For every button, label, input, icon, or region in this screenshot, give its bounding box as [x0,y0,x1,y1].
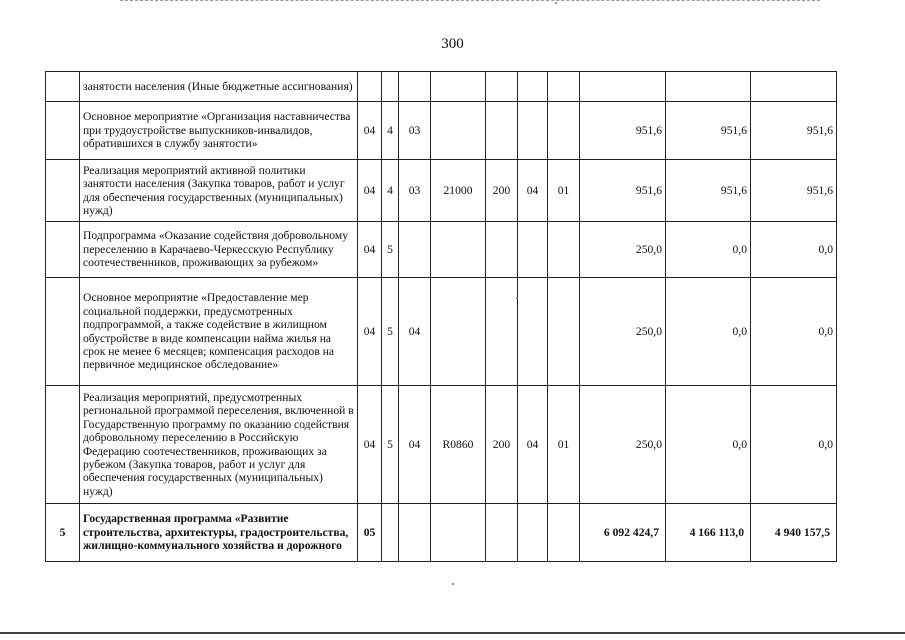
item-name-cell: Государственная программа «Развитие строительства, архитектуры, градостроительства, жилищно-коммунального хозяйства и дорожного [80,504,358,562]
amount-year-2-cell: 0,0 [666,278,751,386]
scan-speck [516,297,518,299]
page-number: 300 [441,36,464,52]
amount-year-1-cell: 951,6 [580,160,666,222]
direction-code-cell [431,278,486,386]
direction-code-cell: R0860 [431,386,486,504]
subprogram-code-cell [382,72,399,102]
amount-year-2-cell: 4 166 113,0 [666,504,751,562]
expense-type-code-cell [486,504,518,562]
amount-year-1-cell: 250,0 [580,278,666,386]
measure-code-cell: 03 [399,160,431,222]
subsection-code-cell: 01 [548,160,580,222]
subprogram-code-cell [382,504,399,562]
subsection-code-cell [548,222,580,278]
expense-type-code-cell [486,222,518,278]
table-row [46,504,837,562]
measure-code-cell: 04 [399,278,431,386]
amount-year-1-cell [580,72,666,102]
measure-code-cell: 04 [399,386,431,504]
subprogram-code-cell: 5 [382,278,399,386]
program-code-cell: 04 [358,222,382,278]
section-code-cell [518,504,548,562]
amount-year-3-cell: 0,0 [751,278,837,386]
table-row [46,278,837,386]
direction-code-cell [431,504,486,562]
amount-year-3-cell: 0,0 [751,222,837,278]
measure-code-cell [399,72,431,102]
amount-year-3-cell [751,72,837,102]
measure-code-cell [399,222,431,278]
item-name-cell: Основное мероприятие «Предоставление мер социальной поддержки, предусмотренных подпрограммой, а также содействие в жилищном обустройстве в виде компенсации найма жилья на срок не менее 6 месяцев; компенсация расходов на первичное медицинское обследование» [80,278,358,386]
direction-code-cell [431,72,486,102]
budget-table [45,71,837,562]
program-code-cell: 04 [358,160,382,222]
program-code-cell: 04 [358,102,382,160]
section-code-cell: 04 [518,386,548,504]
measure-code-cell [399,504,431,562]
program-code-cell [358,72,382,102]
amount-year-2-cell: 951,6 [666,102,751,160]
direction-code-cell [431,222,486,278]
amount-year-3-cell: 951,6 [751,102,837,160]
item-name-cell: Реализация мероприятий активной политики занятости населения (Закупка товаров, работ и услуг для обеспечения государственных (муниципальных) нужд) [80,160,358,222]
expense-type-code-cell: 200 [486,386,518,504]
table-row [46,102,837,160]
table-row [46,160,837,222]
subsection-code-cell [548,504,580,562]
amount-year-3-cell: 4 940 157,5 [751,504,837,562]
direction-code-cell [431,102,486,160]
section-code-cell [518,222,548,278]
section-code-cell [518,278,548,386]
amount-year-2-cell [666,72,751,102]
program-code-cell: 05 [358,504,382,562]
subsection-code-cell [548,102,580,160]
subprogram-code-cell: 5 [382,222,399,278]
row-number-cell [46,102,80,160]
program-code-cell: 04 [358,386,382,504]
expense-type-code-cell [486,102,518,160]
table-row [46,72,837,102]
item-name-cell: Подпрограмма «Оказание содействия добровольному переселению в Карачаево-Черкесскую Республику соотечественников, проживающих за рубежом» [80,222,358,278]
amount-year-3-cell: 951,6 [751,160,837,222]
amount-year-1-cell: 250,0 [580,386,666,504]
scan-top-edge [120,0,820,2]
row-number-cell [46,222,80,278]
row-number-cell [46,160,80,222]
row-number-cell [46,72,80,102]
amount-year-3-cell: 0,0 [751,386,837,504]
row-number-cell [46,278,80,386]
section-code-cell [518,72,548,102]
section-code-cell [518,102,548,160]
measure-code-cell: 03 [399,102,431,160]
table-row [46,386,837,504]
program-code-cell: 04 [358,278,382,386]
subsection-code-cell: 01 [548,386,580,504]
amount-year-1-cell: 250,0 [580,222,666,278]
expense-type-code-cell: 200 [486,160,518,222]
section-code-cell: 04 [518,160,548,222]
amount-year-2-cell: 0,0 [666,222,751,278]
subprogram-code-cell: 4 [382,160,399,222]
item-name-cell: Реализация мероприятий, предусмотренных региональной программой переселения, включенной в Государственную программу по оказанию содействия добровольному переселению в Российскую Федерацию соотечественников, проживающих за рубежом (Закупка товаров, работ и услуг для обеспечения государственных (муниципальных) нужд) [80,386,358,504]
subsection-code-cell [548,72,580,102]
amount-year-1-cell: 951,6 [580,102,666,160]
row-number-cell [46,386,80,504]
scan-speck [452,583,454,585]
subprogram-code-cell: 4 [382,102,399,160]
scan-speck [555,2,557,4]
item-name-cell: занятости населения (Иные бюджетные ассигнования) [80,72,358,102]
amount-year-1-cell: 6 092 424,7 [580,504,666,562]
expense-type-code-cell [486,72,518,102]
amount-year-2-cell: 0,0 [666,386,751,504]
row-number-cell: 5 [46,504,80,562]
subsection-code-cell [548,278,580,386]
direction-code-cell: 21000 [431,160,486,222]
table-row [46,222,837,278]
expense-type-code-cell [486,278,518,386]
subprogram-code-cell: 5 [382,386,399,504]
scan-bottom-edge [0,632,905,634]
amount-year-2-cell: 951,6 [666,160,751,222]
item-name-cell: Основное мероприятие «Организация наставничества при трудоустройстве выпускников-инвалидов, обратившихся в службу занятости» [80,102,358,160]
